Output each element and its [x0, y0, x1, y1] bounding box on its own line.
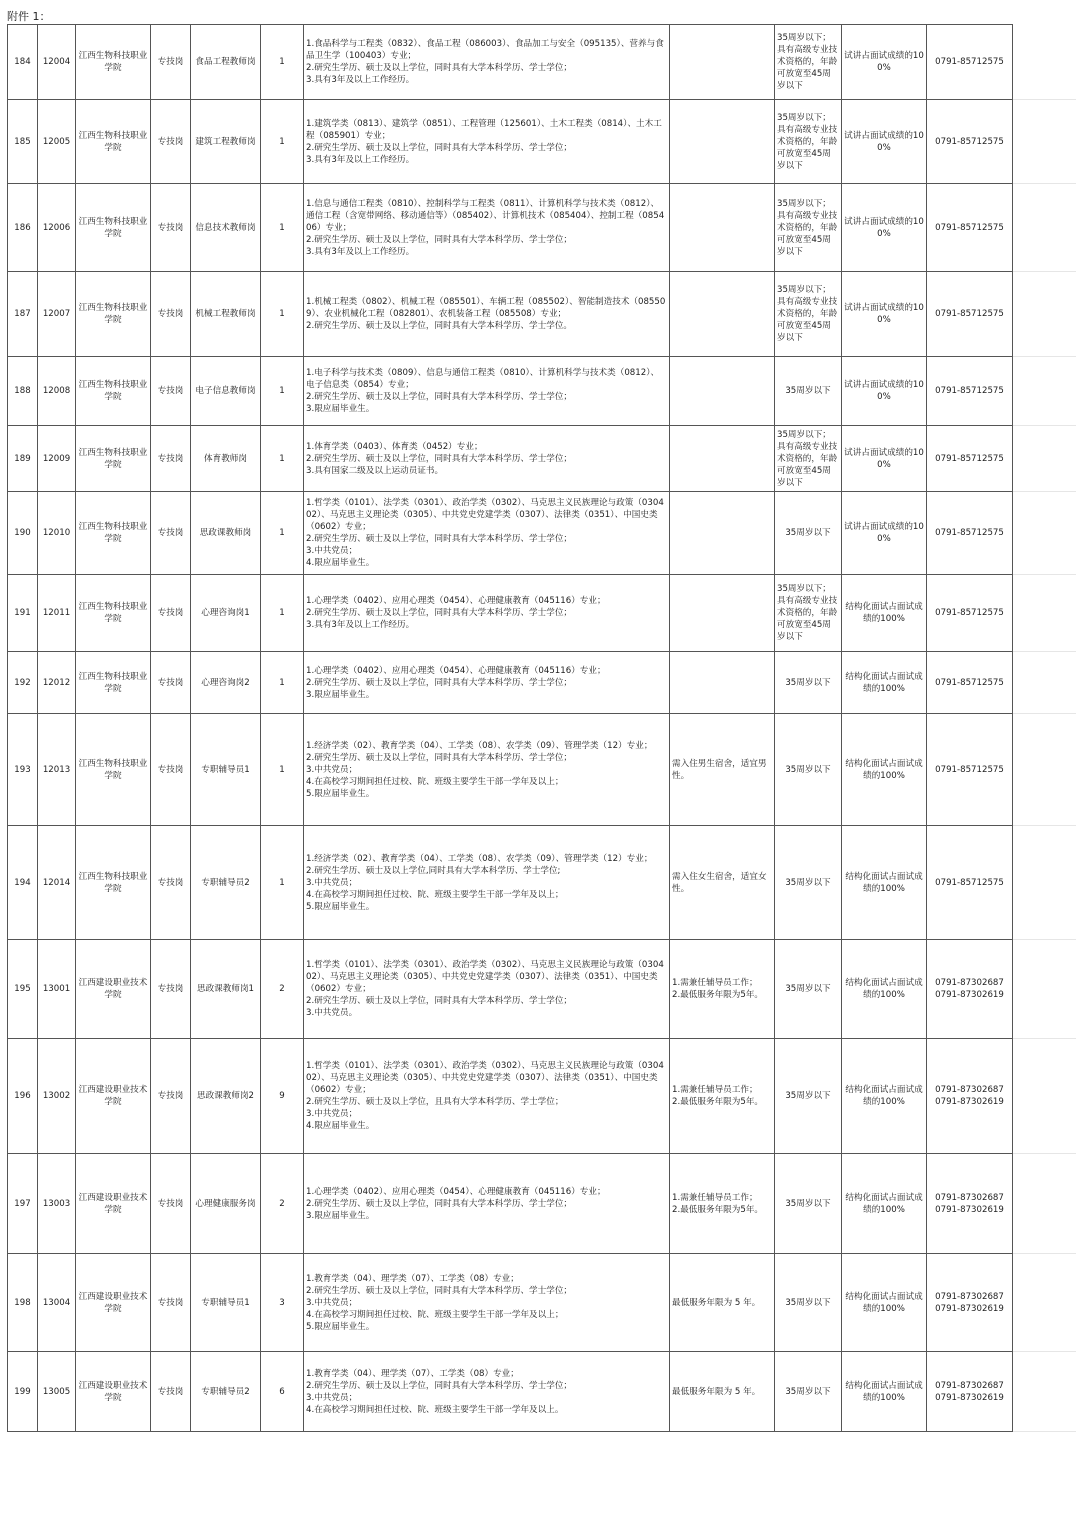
remarks-cell [670, 25, 775, 100]
requirement-line: 1.哲学类（0101）、法学类（0301）、政治学类（0302）、马克思主义民族理论与政策（030402）、马克思主义理论类（0305）、中共党史党建学类（0307）、法律类（0351）、中国史类（0602）专业； [306, 960, 664, 994]
requirement-line: 3.限应届毕业生。 [306, 689, 375, 700]
hiring-count: 2 [261, 1154, 304, 1254]
contact-phone [927, 575, 1013, 652]
post-name: 心理咨询岗2 [191, 652, 261, 714]
post-name: 信息技术教师岗 [191, 184, 261, 272]
contact-phone [927, 1039, 1013, 1154]
empty-cell [1013, 652, 1076, 714]
employer-name: 江西生物科技职业学院 [76, 575, 151, 652]
post-code: 12014 [38, 826, 76, 940]
remark-line: 1.需兼任辅导员工作； [672, 1192, 758, 1203]
phone-number: 0791-85712575 [935, 386, 1004, 396]
table-row [8, 940, 1076, 1039]
phone-number: 0791-85712575 [935, 222, 1004, 233]
requirements-cell [304, 100, 670, 184]
requirement-line: 1.建筑学类（0813）、建筑学（0851）、工程管理（125601）、土木工程类（0814）、土木工程（085901）专业； [306, 118, 662, 141]
requirement-line: 2.研究生学历、硕士及以上学位，同时具有大学本科学历、学士学位； [306, 677, 573, 688]
requirements-cell [304, 826, 670, 940]
table-row [8, 492, 1076, 575]
requirement-line: 4.在高校学习期间担任过校、院、班级主要学生干部一学年及以上。 [306, 1404, 564, 1415]
requirements-cell [304, 1254, 670, 1352]
post-type: 专技岗 [151, 652, 191, 714]
post-code: 12011 [38, 575, 76, 652]
requirement-line: 2.研究生学历、硕士及以上学位，同时具有大学本科学历、学士学位； [306, 752, 573, 763]
employer-name: 江西建设职业技术学院 [76, 1352, 151, 1432]
age-requirement: 35周岁以下 [775, 1154, 842, 1254]
empty-cell [1013, 1254, 1076, 1352]
age-requirement: 35周岁以下；具有高级专业技术资格的，年龄可放宽至45周岁以下 [775, 184, 842, 272]
serial-number: 184 [8, 25, 38, 100]
requirements-cell [304, 940, 670, 1039]
phone-number: 0791-87302687 [935, 1192, 1004, 1203]
requirement-line: 2.研究生学历、硕士及以上学位，同时具有大学本科学历、学士学位； [306, 534, 573, 544]
requirement-line: 3.中共党员。 [306, 1008, 358, 1018]
table-row [8, 25, 1076, 100]
exam-method: 试讲占面试成绩的100% [842, 272, 927, 357]
requirement-line: 5.限应届毕业生。 [306, 788, 375, 799]
phone-number: 0791-85712575 [935, 677, 1004, 688]
hiring-count: 1 [261, 826, 304, 940]
phone-number: 0791-87302619 [935, 990, 1004, 1000]
post-name: 专职辅导员1 [191, 714, 261, 826]
post-name: 心理健康服务岗 [191, 1154, 261, 1254]
empty-cell [1013, 272, 1076, 357]
age-requirement: 35周岁以下 [775, 714, 842, 826]
phone-number: 0791-85712575 [935, 608, 1004, 618]
requirement-line: 2.研究生学历、硕士及以上学位，同时具有大学本科学历、学士学位； [306, 453, 573, 464]
phone-number: 0791-85712575 [935, 57, 1004, 67]
employer-name: 江西生物科技职业学院 [76, 652, 151, 714]
requirements-cell [304, 184, 670, 272]
requirement-line: 1.机械工程类（0802）、机械工程（085501）、车辆工程（085502）、智能制造技术（085509）、农业机械化工程（082801）、农机装备工程（085508）专业； [306, 297, 666, 319]
age-requirement: 35周岁以下；具有高级专业技术资格的，年龄可放宽至45周岁以下 [775, 426, 842, 492]
requirement-line: 3.中共党员； [306, 1297, 358, 1308]
serial-number: 186 [8, 184, 38, 272]
post-type: 专技岗 [151, 1254, 191, 1352]
requirement-line: 1.教育学类（04）、理学类（07）、工学类（08）专业； [306, 1273, 519, 1284]
table-row [8, 272, 1076, 357]
serial-number: 192 [8, 652, 38, 714]
exam-method: 试讲占面试成绩的100% [842, 100, 927, 184]
remarks-cell [670, 1352, 775, 1432]
exam-method: 结构化面试占面试成绩的100% [842, 575, 927, 652]
phone-number: 0791-87302687 [935, 1380, 1004, 1391]
age-requirement: 35周岁以下；具有高级专业技术资格的，年龄可放宽至45周岁以下 [775, 100, 842, 184]
empty-cell [1013, 1039, 1076, 1154]
table-row [8, 826, 1076, 940]
empty-cell [1013, 1154, 1076, 1254]
serial-number: 189 [8, 426, 38, 492]
requirement-line: 1.经济学类（02）、教育学类（04）、工学类（08）、农学类（09）、管理学类（12）专业； [306, 740, 653, 751]
requirements-cell [304, 652, 670, 714]
requirement-line: 1.心理学类（0402）、应用心理类（0454）、心理健康教育（045116）专业； [306, 665, 606, 676]
requirements-cell [304, 1154, 670, 1254]
requirement-line: 2.研究生学历、硕士及以上学位，同时具有大学本科学历、学士学位； [306, 1198, 573, 1209]
hiring-count: 1 [261, 426, 304, 492]
employer-name: 江西建设职业技术学院 [76, 940, 151, 1039]
requirement-line: 2.研究生学历、硕士及以上学位，同时具有大学本科学历、学士学位。 [306, 321, 573, 331]
exam-method: 试讲占面试成绩的100% [842, 357, 927, 426]
employer-name: 江西生物科技职业学院 [76, 357, 151, 426]
age-requirement: 35周岁以下 [775, 826, 842, 940]
empty-cell [1013, 714, 1076, 826]
requirement-line: 3.中共党员； [306, 877, 358, 888]
contact-phone [927, 1254, 1013, 1352]
employer-name: 江西建设职业技术学院 [76, 1039, 151, 1154]
age-requirement: 35周岁以下 [775, 492, 842, 575]
requirements-cell [304, 1039, 670, 1154]
serial-number: 197 [8, 1154, 38, 1254]
requirement-line: 3.具有3年及以上工作经历。 [306, 620, 415, 630]
serial-number: 191 [8, 575, 38, 652]
age-requirement: 35周岁以下；具有高级专业技术资格的，年龄可放宽至45周岁以下 [775, 575, 842, 652]
phone-number: 0791-85712575 [935, 136, 1004, 147]
hiring-count: 1 [261, 100, 304, 184]
hiring-count: 1 [261, 575, 304, 652]
requirement-line: 1.心理学类（0402）、应用心理类（0454）、心理健康教育（045116）专业； [306, 1186, 606, 1197]
remark-line: 需入住女生宿舍，适宜女性。 [672, 871, 767, 894]
contact-phone [927, 25, 1013, 100]
employer-name: 江西生物科技职业学院 [76, 492, 151, 575]
serial-number: 185 [8, 100, 38, 184]
requirements-cell [304, 25, 670, 100]
post-code: 12010 [38, 492, 76, 575]
exam-method: 结构化面试占面试成绩的100% [842, 1039, 927, 1154]
hiring-count: 1 [261, 714, 304, 826]
empty-cell [1013, 100, 1076, 184]
post-code: 12009 [38, 426, 76, 492]
post-code: 12013 [38, 714, 76, 826]
table-row [8, 714, 1076, 826]
serial-number: 195 [8, 940, 38, 1039]
remark-line: 1.需兼任辅导员工作； [672, 1085, 758, 1095]
empty-cell [1013, 940, 1076, 1039]
requirement-line: 1.信息与通信工程类（0810）、控制科学与工程类（0811）、计算机科学与技术类（0812）、通信工程（含宽带网络、移动通信等）（085402）、计算机技术（085404）、控制工程（085406）专业； [306, 198, 665, 233]
employer-name: 江西生物科技职业学院 [76, 714, 151, 826]
requirement-line: 2.研究生学历、硕士及以上学位，同时具有大学本科学历、学士学位； [306, 608, 573, 618]
requirement-line: 5.限应届毕业生。 [306, 901, 375, 912]
requirements-cell [304, 426, 670, 492]
post-type: 专技岗 [151, 426, 191, 492]
empty-cell [1013, 357, 1076, 426]
requirement-line: 5.限应届毕业生。 [306, 1321, 375, 1332]
empty-cell [1013, 1352, 1076, 1432]
remark-line: 最低服务年限为 5 年。 [672, 1297, 761, 1308]
empty-cell [1013, 492, 1076, 575]
remarks-cell [670, 575, 775, 652]
requirement-line: 3.具有3年及以上工作经历。 [306, 246, 415, 257]
requirement-line: 2.研究生学历、硕士及以上学位，同时具有大学本科学历、学士学位； [306, 63, 573, 73]
exam-method: 试讲占面试成绩的100% [842, 492, 927, 575]
employer-name: 江西生物科技职业学院 [76, 826, 151, 940]
remark-line: 2.最低服务年限为5年。 [672, 1097, 764, 1107]
contact-phone [927, 100, 1013, 184]
contact-phone [927, 714, 1013, 826]
table-row [8, 100, 1076, 184]
hiring-count: 3 [261, 1254, 304, 1352]
requirements-cell [304, 357, 670, 426]
age-requirement: 35周岁以下；具有高级专业技术资格的，年龄可放宽至45周岁以下 [775, 25, 842, 100]
remarks-cell [670, 184, 775, 272]
post-type: 专技岗 [151, 25, 191, 100]
phone-number: 0791-87302619 [935, 1303, 1004, 1314]
exam-method: 结构化面试占面试成绩的100% [842, 1154, 927, 1254]
exam-method: 结构化面试占面试成绩的100% [842, 1352, 927, 1432]
post-type: 专技岗 [151, 826, 191, 940]
table-row [8, 575, 1076, 652]
remarks-cell [670, 426, 775, 492]
exam-method: 结构化面试占面试成绩的100% [842, 940, 927, 1039]
contact-phone [927, 357, 1013, 426]
requirement-line: 3.限应届毕业生。 [306, 404, 375, 414]
serial-number: 198 [8, 1254, 38, 1352]
serial-number: 196 [8, 1039, 38, 1154]
post-name: 专职辅导员2 [191, 826, 261, 940]
requirement-line: 4.在高校学习期间担任过校、院、班级主要学生干部一学年及以上； [306, 776, 564, 787]
phone-number: 0791-87302687 [935, 1085, 1004, 1095]
remarks-cell [670, 714, 775, 826]
requirement-line: 1.体育学类（0403）、体育类（0452）专业； [306, 441, 483, 452]
contact-phone [927, 1352, 1013, 1432]
employer-name: 江西建设职业技术学院 [76, 1154, 151, 1254]
exam-method: 结构化面试占面试成绩的100% [842, 714, 927, 826]
post-type: 专技岗 [151, 1154, 191, 1254]
hiring-count: 1 [261, 357, 304, 426]
employer-name: 江西生物科技职业学院 [76, 426, 151, 492]
contact-phone [927, 492, 1013, 575]
empty-cell [1013, 575, 1076, 652]
age-requirement: 35周岁以下 [775, 652, 842, 714]
post-code: 13002 [38, 1039, 76, 1154]
requirement-line: 2.研究生学历、硕士及以上学位，同时具有大学本科学历、学士学位； [306, 1380, 573, 1391]
age-requirement: 35周岁以下 [775, 940, 842, 1039]
table-row [8, 357, 1076, 426]
post-code: 13004 [38, 1254, 76, 1352]
table-row [8, 184, 1076, 272]
phone-number: 0791-87302619 [935, 1097, 1004, 1107]
remarks-cell [670, 940, 775, 1039]
remarks-cell [670, 1154, 775, 1254]
post-code: 12004 [38, 25, 76, 100]
remarks-cell [670, 652, 775, 714]
remark-line: 1.需兼任辅导员工作； [672, 978, 758, 988]
requirement-line: 2.研究生学历、硕士及以上学位，同时具有大学本科学历、学士学位； [306, 996, 573, 1006]
contact-phone [927, 426, 1013, 492]
contact-phone [927, 272, 1013, 357]
requirement-line: 3.中共党员； [306, 1109, 358, 1119]
table-row [8, 1039, 1076, 1154]
exam-method: 试讲占面试成绩的100% [842, 25, 927, 100]
contact-phone [927, 652, 1013, 714]
age-requirement: 35周岁以下 [775, 1039, 842, 1154]
table-row [8, 1352, 1076, 1432]
remarks-cell [670, 826, 775, 940]
hiring-count: 1 [261, 652, 304, 714]
remarks-cell [670, 100, 775, 184]
post-type: 专技岗 [151, 1039, 191, 1154]
requirement-line: 1.食品科学与工程类（0832）、食品工程（086003）、食品加工与安全（095135）、营养与食品卫生学（100403）专业； [306, 39, 664, 61]
empty-cell [1013, 184, 1076, 272]
hiring-count: 9 [261, 1039, 304, 1154]
requirement-line: 4.限应届毕业生。 [306, 1121, 375, 1131]
requirements-cell [304, 492, 670, 575]
empty-cell [1013, 826, 1076, 940]
remark-line: 需入住男生宿舍，适宜男性。 [672, 758, 767, 781]
exam-method: 结构化面试占面试成绩的100% [842, 1254, 927, 1352]
post-type: 专技岗 [151, 1352, 191, 1432]
hiring-count: 1 [261, 492, 304, 575]
employer-name: 江西生物科技职业学院 [76, 184, 151, 272]
requirement-line: 4.限应届毕业生。 [306, 558, 375, 568]
hiring-count: 1 [261, 184, 304, 272]
post-code: 12005 [38, 100, 76, 184]
requirement-line: 1.电子科学与技术类（0809）、信息与通信工程类（0810）、计算机科学与技术类（0812）、电子信息类（0854）专业； [306, 368, 660, 390]
requirements-cell [304, 272, 670, 357]
post-name: 专职辅导员1 [191, 1254, 261, 1352]
remarks-cell [670, 272, 775, 357]
post-name: 心理咨询岗1 [191, 575, 261, 652]
post-name: 电子信息教师岗 [191, 357, 261, 426]
requirement-line: 2.研究生学历、硕士及以上学位，且具有大学本科学历、学士学位； [306, 1097, 564, 1107]
phone-number: 0791-85712575 [935, 453, 1004, 464]
age-requirement: 35周岁以下 [775, 357, 842, 426]
post-type: 专技岗 [151, 940, 191, 1039]
hiring-count: 6 [261, 1352, 304, 1432]
post-type: 专技岗 [151, 575, 191, 652]
post-name: 建筑工程教师岗 [191, 100, 261, 184]
post-code: 13003 [38, 1154, 76, 1254]
post-name: 思政课教师岗 [191, 492, 261, 575]
phone-number: 0791-87302619 [935, 1204, 1004, 1215]
post-type: 专技岗 [151, 184, 191, 272]
remarks-cell [670, 492, 775, 575]
requirement-line: 1.心理学类（0402）、应用心理类（0454）、心理健康教育（045116）专业； [306, 596, 606, 606]
serial-number: 188 [8, 357, 38, 426]
attachment-label: 附件 1： [7, 10, 51, 23]
requirement-line: 4.在高校学习期间担任过校、院、班级主要学生干部一学年及以上； [306, 889, 564, 900]
serial-number: 194 [8, 826, 38, 940]
requirement-line: 2.研究生学历、硕士及以上学位，同时具有大学本科学历、学士学位； [306, 234, 573, 245]
phone-number: 0791-87302687 [935, 978, 1004, 988]
exam-method: 结构化面试占面试成绩的100% [842, 652, 927, 714]
remark-line: 2.最低服务年限为5年。 [672, 1204, 764, 1215]
post-name: 机械工程教师岗 [191, 272, 261, 357]
requirement-line: 3.具有3年及以上工作经历。 [306, 154, 415, 165]
age-requirement: 35周岁以下 [775, 1254, 842, 1352]
age-requirement: 35周岁以下；具有高级专业技术资格的，年龄可放宽至45周岁以下 [775, 272, 842, 357]
post-type: 专技岗 [151, 100, 191, 184]
requirement-line: 2.研究生学历、硕士及以上学位，同时具有大学本科学历、学士学位； [306, 142, 573, 153]
contact-phone [927, 940, 1013, 1039]
empty-cell [1013, 25, 1076, 100]
post-code: 13005 [38, 1352, 76, 1432]
post-type: 专技岗 [151, 714, 191, 826]
requirements-cell [304, 714, 670, 826]
employer-name: 江西生物科技职业学院 [76, 272, 151, 357]
post-type: 专技岗 [151, 357, 191, 426]
employer-name: 江西生物科技职业学院 [76, 100, 151, 184]
requirement-line: 1.经济学类（02）、教育学类（04）、工学类（08）、农学类（09）、管理学类（12）专业； [306, 853, 653, 864]
contact-phone [927, 1154, 1013, 1254]
post-name: 思政课教师岗2 [191, 1039, 261, 1154]
remarks-cell [670, 1039, 775, 1154]
employer-name: 江西建设职业技术学院 [76, 1254, 151, 1352]
age-requirement: 35周岁以下 [775, 1352, 842, 1432]
table-row [8, 1254, 1076, 1352]
remarks-cell [670, 357, 775, 426]
employer-name: 江西生物科技职业学院 [76, 25, 151, 100]
hiring-count: 1 [261, 25, 304, 100]
phone-number: 0791-87302619 [935, 1392, 1004, 1403]
phone-number: 0791-87302687 [935, 1291, 1004, 1302]
post-type: 专技岗 [151, 492, 191, 575]
table-row [8, 652, 1076, 714]
table-row [8, 426, 1076, 492]
requirements-cell [304, 1352, 670, 1432]
requirement-line: 2.研究生学历、硕士及以上学位,同时具有大学本科学历、学士学位; [306, 865, 561, 876]
remarks-cell [670, 1254, 775, 1352]
post-name: 体育教师岗 [191, 426, 261, 492]
requirement-line: 3.中共党员； [306, 546, 358, 556]
phone-number: 0791-85712575 [935, 764, 1004, 775]
serial-number: 190 [8, 492, 38, 575]
hiring-count: 1 [261, 272, 304, 357]
serial-number: 187 [8, 272, 38, 357]
job-table [7, 24, 1076, 1432]
requirement-line: 3.具有国家二级及以上运动员证书。 [306, 465, 444, 476]
requirement-line: 2.研究生学历、硕士及以上学位，同时具有大学本科学历、学士学位； [306, 392, 573, 402]
phone-number: 0791-85712575 [935, 309, 1004, 319]
post-code: 12006 [38, 184, 76, 272]
exam-method: 试讲占面试成绩的100% [842, 184, 927, 272]
remark-line: 2.最低服务年限为5年。 [672, 990, 764, 1000]
phone-number: 0791-85712575 [935, 528, 1004, 538]
hiring-count: 2 [261, 940, 304, 1039]
requirement-line: 3.限应届毕业生。 [306, 1210, 375, 1221]
post-name: 专职辅导员2 [191, 1352, 261, 1432]
post-code: 12007 [38, 272, 76, 357]
empty-cell [1013, 426, 1076, 492]
post-code: 12008 [38, 357, 76, 426]
requirement-line: 1.教育学类（04）、理学类（07）、工学类（08）专业； [306, 1368, 519, 1379]
post-code: 13001 [38, 940, 76, 1039]
requirement-line: 1.哲学类（0101）、法学类（0301）、政治学类（0302）、马克思主义民族理论与政策（030402）、马克思主义理论类（0305）、中共党史党建学类（0307）、法律类（0351）、中国史类（0602）专业； [306, 498, 664, 532]
post-code: 12012 [38, 652, 76, 714]
serial-number: 199 [8, 1352, 38, 1432]
requirement-line: 4.在高校学习期间担任过校、院、班级主要学生干部一学年及以上； [306, 1309, 564, 1320]
requirements-cell [304, 575, 670, 652]
requirement-line: 2.研究生学历、硕士及以上学位，同时具有大学本科学历、学士学位； [306, 1285, 573, 1296]
serial-number: 193 [8, 714, 38, 826]
exam-method: 试讲占面试成绩的100% [842, 426, 927, 492]
remark-line: 最低服务年限为 5 年。 [672, 1386, 761, 1397]
table-row [8, 1154, 1076, 1254]
contact-phone [927, 826, 1013, 940]
requirement-line: 3.中共党员； [306, 764, 358, 775]
post-name: 思政课教师岗1 [191, 940, 261, 1039]
phone-number: 0791-85712575 [935, 877, 1004, 888]
post-name: 食品工程教师岗 [191, 25, 261, 100]
requirement-line: 3.中共党员； [306, 1392, 358, 1403]
post-type: 专技岗 [151, 272, 191, 357]
exam-method: 结构化面试占面试成绩的100% [842, 826, 927, 940]
requirement-line: 1.哲学类（0101）、法学类（0301）、政治学类（0302）、马克思主义民族理论与政策（030402）、马克思主义理论类（0305）、中共党史党建学类（0307）、法律类（0351）、中国史类（0602）专业； [306, 1061, 664, 1095]
contact-phone [927, 184, 1013, 272]
requirement-line: 3.具有3年及以上工作经历。 [306, 75, 415, 85]
